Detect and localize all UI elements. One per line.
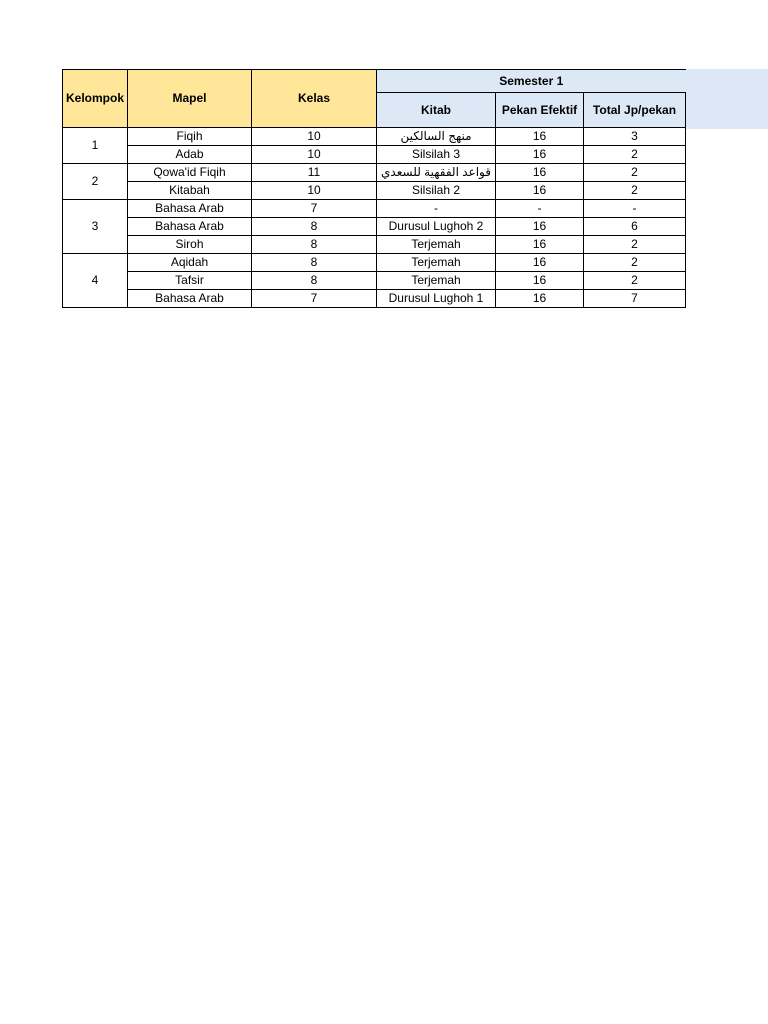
cell-kitab: Silsilah 2 — [377, 182, 496, 200]
cell-total-jp: 2 — [584, 254, 686, 272]
table-row — [63, 128, 686, 146]
cell-pekan-efektif: 16 — [496, 290, 584, 308]
header-row-top — [63, 70, 686, 93]
table-header — [63, 70, 686, 128]
cell-pekan-efektif: 16 — [496, 164, 584, 182]
cell-kitab: منهج السالكين — [377, 128, 496, 146]
cell-total-jp: 6 — [584, 218, 686, 236]
cell-kitab: - — [377, 200, 496, 218]
cell-kelompok: 1 — [63, 128, 128, 164]
table-row — [63, 200, 686, 218]
table-row — [63, 236, 686, 254]
cell-kelompok: 2 — [63, 164, 128, 200]
cell-kelas: 10 — [252, 182, 377, 200]
cell-total-jp: 7 — [584, 290, 686, 308]
schedule-table — [62, 69, 686, 308]
cell-kitab: Durusul Lughoh 2 — [377, 218, 496, 236]
cell-mapel: Bahasa Arab — [128, 290, 252, 308]
table-row — [63, 272, 686, 290]
cell-kelas: 8 — [252, 254, 377, 272]
cell-total-jp: 2 — [584, 182, 686, 200]
cell-pekan-efektif: 16 — [496, 236, 584, 254]
header-kelas: Kelas — [252, 70, 377, 128]
cell-total-jp: 2 — [584, 272, 686, 290]
cell-total-jp: 2 — [584, 146, 686, 164]
cell-kitab: Silsilah 3 — [377, 146, 496, 164]
table-row — [63, 146, 686, 164]
cell-kelas: 10 — [252, 128, 377, 146]
cell-mapel: Siroh — [128, 236, 252, 254]
cell-pekan-efektif: 16 — [496, 254, 584, 272]
spreadsheet — [62, 69, 686, 308]
table-row — [63, 164, 686, 182]
cell-kitab: Durusul Lughoh 1 — [377, 290, 496, 308]
cell-mapel: Adab — [128, 146, 252, 164]
cell-kelas: 10 — [252, 146, 377, 164]
cell-kitab: Terjemah — [377, 272, 496, 290]
cell-kelas: 8 — [252, 272, 377, 290]
header-pekan-efektif: Pekan Efektif — [496, 93, 584, 128]
table-row — [63, 182, 686, 200]
table-row — [63, 254, 686, 272]
table-row — [63, 290, 686, 308]
cell-mapel: Fiqih — [128, 128, 252, 146]
cell-kelas: 7 — [252, 200, 377, 218]
header-kitab: Kitab — [377, 93, 496, 128]
cell-mapel: Qowa'id Fiqih — [128, 164, 252, 182]
cell-pekan-efektif: 16 — [496, 218, 584, 236]
cell-pekan-efektif: 16 — [496, 128, 584, 146]
cell-kitab: Terjemah — [377, 236, 496, 254]
cell-kelas: 7 — [252, 290, 377, 308]
header-semester: Semester 1 — [377, 70, 686, 93]
header-total-jp: Total Jp/pekan — [584, 93, 686, 128]
header-mapel: Mapel — [128, 70, 252, 128]
cell-kitab: قواعد الفقهية للسعدي — [377, 164, 496, 182]
cell-mapel: Tafsir — [128, 272, 252, 290]
cell-total-jp: - — [584, 200, 686, 218]
cell-kitab: Terjemah — [377, 254, 496, 272]
cell-kelompok: 3 — [63, 200, 128, 254]
cell-total-jp: 2 — [584, 164, 686, 182]
cell-pekan-efektif: 16 — [496, 146, 584, 164]
cell-kelompok: 4 — [63, 254, 128, 308]
cell-mapel: Bahasa Arab — [128, 200, 252, 218]
table-body — [63, 128, 686, 308]
cell-pekan-efektif: - — [496, 200, 584, 218]
cell-mapel: Aqidah — [128, 254, 252, 272]
cell-pekan-efektif: 16 — [496, 272, 584, 290]
header-fill-extension — [685, 69, 768, 129]
cell-mapel: Bahasa Arab — [128, 218, 252, 236]
cell-total-jp: 2 — [584, 236, 686, 254]
cell-total-jp: 3 — [584, 128, 686, 146]
cell-pekan-efektif: 16 — [496, 182, 584, 200]
cell-mapel: Kitabah — [128, 182, 252, 200]
cell-kelas: 8 — [252, 218, 377, 236]
table-row — [63, 218, 686, 236]
header-kelompok: Kelompok — [63, 70, 128, 128]
cell-kelas: 11 — [252, 164, 377, 182]
cell-kelas: 8 — [252, 236, 377, 254]
